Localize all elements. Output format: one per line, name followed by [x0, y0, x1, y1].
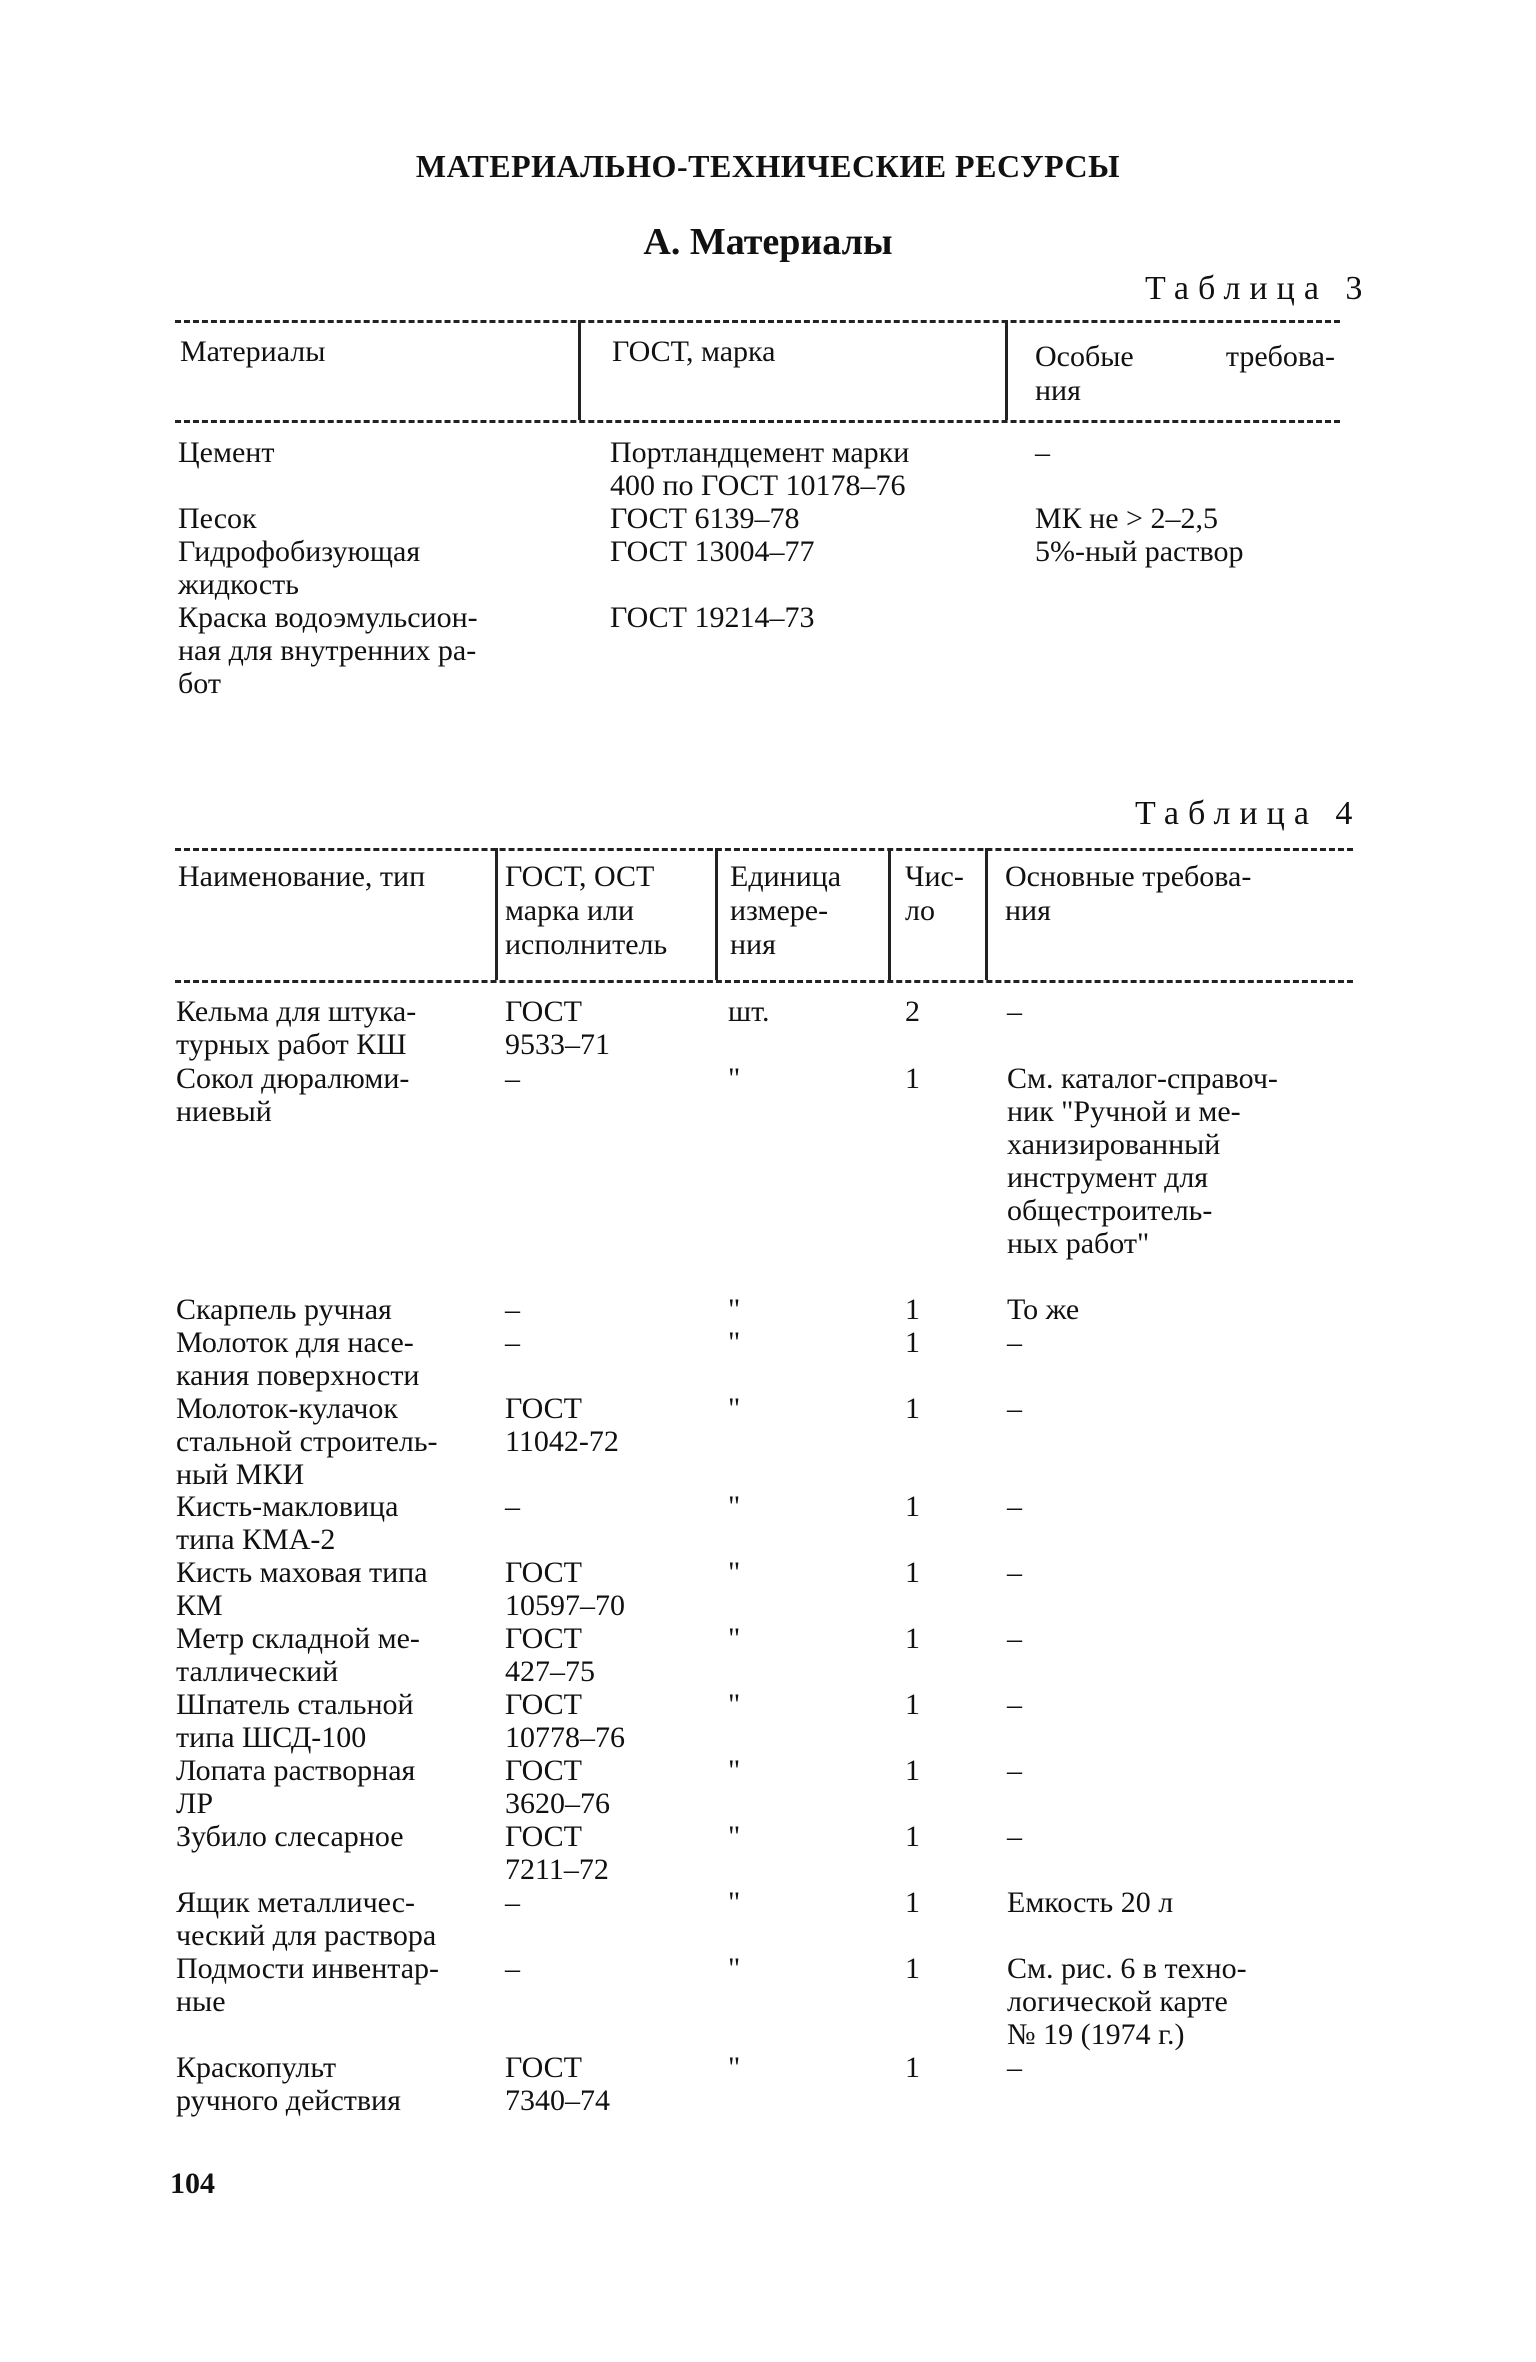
- table4-cell-name: Молоток-кулачок стальной строитель- ный МКИ: [176, 1392, 438, 1491]
- table4-cell-unit: ": [728, 1293, 741, 1326]
- table4-header-rule: [175, 980, 1353, 983]
- table4-cell-name: Шпатель стальной типа ШСД-100: [176, 1688, 414, 1754]
- table4-cell-gost: ГОСТ 427–75: [505, 1622, 595, 1688]
- table4-cell-count: 1: [905, 2051, 920, 2084]
- table4-cell-req: –: [1007, 1622, 1022, 1655]
- table4-cell-gost: –: [505, 1293, 520, 1326]
- table4-col-divider-4: [985, 848, 988, 980]
- table4-cell-unit: ": [728, 1688, 741, 1721]
- table4-cell-count: 2: [905, 995, 920, 1028]
- table4-cell-name: Ящик металличес- ческий для раствора: [176, 1886, 437, 1952]
- table4-header-name: Наименование, тип: [178, 860, 426, 893]
- table3-cell-req: 5%-ный раствор: [1035, 535, 1244, 568]
- table4-cell-gost: –: [505, 1062, 520, 1095]
- table4-col-divider-3: [888, 848, 891, 980]
- table4-cell-name: Подмости инвентар- ные: [176, 1952, 440, 2018]
- table3-col-divider-1: [578, 320, 581, 420]
- table3-header-special: Особые требова- ния: [1035, 340, 1335, 407]
- table4-cell-req: См. рис. 6 в техно- логической карте № 19 (1974 г.): [1007, 1952, 1247, 2051]
- table4-cell-unit: ": [728, 1820, 741, 1853]
- table4-cell-req: –: [1007, 995, 1022, 1028]
- table3-cell-gost: Портландцемент марки 400 по ГОСТ 10178–76: [610, 436, 910, 502]
- table4-cell-req: –: [1007, 1490, 1022, 1523]
- table4-cell-count: 1: [905, 1952, 920, 1985]
- table4-cell-gost: ГОСТ 10597–70: [505, 1556, 625, 1622]
- table4-cell-gost: –: [505, 1886, 520, 1919]
- table4-cell-gost: ГОСТ 11042-72: [505, 1392, 619, 1458]
- table4-cell-gost: ГОСТ 7211–72: [505, 1820, 609, 1886]
- table4-cell-req: –: [1007, 1556, 1022, 1589]
- table4-cell-name: Молоток для насе- кания поверхности: [176, 1326, 420, 1392]
- table4-cell-name: Сокол дюралюми- ниевый: [176, 1062, 410, 1128]
- table4-cell-count: 1: [905, 1293, 920, 1326]
- table3-cell-req: МК не > 2–2,5: [1035, 502, 1218, 535]
- table4-cell-name: Скарпель ручная: [176, 1293, 392, 1326]
- table3-cell-gost: ГОСТ 6139–78: [610, 502, 800, 535]
- table3-cell-gost: ГОСТ 19214–73: [610, 601, 815, 634]
- table3-cell-material: Цемент: [178, 436, 275, 469]
- table4-cell-req: –: [1007, 1754, 1022, 1787]
- table4-cell-gost: –: [505, 1490, 520, 1523]
- section-title: А. Материалы: [643, 221, 893, 263]
- table4-cell-count: 1: [905, 1326, 920, 1359]
- table3-header-gost: ГОСТ, марка: [612, 335, 776, 368]
- table4-cell-name: Зубило слесарное: [176, 1820, 404, 1853]
- table3-header-materials: Материалы: [180, 335, 326, 368]
- table4-cell-unit: ": [728, 1952, 741, 1985]
- table4-cell-name: Кисть-макловица типа КМА-2: [176, 1490, 399, 1556]
- table4-col-divider-2: [715, 848, 718, 980]
- table4-header-gost: ГОСТ, ОСТ марка или исполнитель: [505, 860, 668, 961]
- page-number: 104: [170, 2167, 215, 2200]
- table4-cell-name: Лопата растворная ЛР: [176, 1754, 416, 1820]
- table4-cell-unit: ": [728, 1326, 741, 1359]
- table4-header-count: Чис- ло: [905, 860, 964, 927]
- table4-cell-req: –: [1007, 1820, 1022, 1853]
- table4-top-rule: [175, 848, 1353, 851]
- table4-cell-count: 1: [905, 1490, 920, 1523]
- table4-cell-gost: –: [505, 1326, 520, 1359]
- table4-cell-count: 1: [905, 1688, 920, 1721]
- table4-cell-unit: ": [728, 1062, 741, 1095]
- table4-cell-gost: ГОСТ 9533–71: [505, 995, 610, 1061]
- table4-cell-gost: –: [505, 1952, 520, 1985]
- table4-cell-unit: ": [728, 2051, 741, 2084]
- table3-cell-material: Гидрофобизующая жидкость: [178, 535, 421, 601]
- table4-cell-req: –: [1007, 1326, 1022, 1359]
- table4-cell-name: Кисть маховая типа КМ: [176, 1556, 428, 1622]
- table3-top-rule: [175, 320, 1340, 323]
- table4-cell-req: –: [1007, 2051, 1022, 2084]
- table4-cell-req: Емкость 20 л: [1007, 1886, 1174, 1919]
- table4-cell-gost: ГОСТ 3620–76: [505, 1754, 610, 1820]
- table4-caption: Таблица 4: [1135, 795, 1362, 832]
- table4-cell-name: Краскопульт ручного действия: [176, 2051, 401, 2117]
- table4-cell-count: 1: [905, 1886, 920, 1919]
- table3-col-divider-2: [1005, 320, 1008, 420]
- table4-cell-gost: ГОСТ 7340–74: [505, 2051, 610, 2117]
- table4-cell-count: 1: [905, 1062, 920, 1095]
- table4-cell-unit: ": [728, 1886, 741, 1919]
- table4-cell-unit: ": [728, 1392, 741, 1425]
- table4-cell-req: См. каталог-справоч- ник "Ручной и ме- ханизированный инструмент для общестроитель- ных работ": [1007, 1062, 1278, 1260]
- table4-cell-gost: ГОСТ 10778–76: [505, 1688, 625, 1754]
- table4-cell-unit: ": [728, 1622, 741, 1655]
- table3-cell-material: Песок: [178, 502, 257, 535]
- table4-header-unit: Единица измере- ния: [730, 860, 842, 961]
- table3-caption: Таблица 3: [1145, 270, 1372, 307]
- table4-cell-req: –: [1007, 1688, 1022, 1721]
- page-title: МАТЕРИАЛЬНО-ТЕХНИЧЕСКИЕ РЕСУРСЫ: [415, 148, 1121, 184]
- table3-header-rule: [175, 420, 1340, 423]
- table4-cell-count: 1: [905, 1392, 920, 1425]
- table4-cell-unit: ": [728, 1754, 741, 1787]
- table3-cell-gost: ГОСТ 13004–77: [610, 535, 815, 568]
- table3-cell-req: –: [1035, 436, 1050, 469]
- table4-cell-count: 1: [905, 1556, 920, 1589]
- table4-cell-count: 1: [905, 1622, 920, 1655]
- table4-cell-unit: шт.: [728, 995, 770, 1028]
- table4-header-req: Основные требова- ния: [1005, 860, 1252, 927]
- table4-cell-count: 1: [905, 1754, 920, 1787]
- table4-col-divider-1: [495, 848, 498, 980]
- table4-cell-count: 1: [905, 1820, 920, 1853]
- table4-cell-name: Кельма для штука- турных работ КШ: [176, 995, 417, 1061]
- table3-cell-material: Краска водоэмульсион- ная для внутренних ра- бот: [178, 601, 478, 700]
- table4-cell-req: –: [1007, 1392, 1022, 1425]
- table4-cell-unit: ": [728, 1490, 741, 1523]
- table4-cell-name: Метр складной ме- таллический: [176, 1622, 420, 1688]
- table4-cell-unit: ": [728, 1556, 741, 1589]
- table4-cell-req: То же: [1007, 1293, 1080, 1326]
